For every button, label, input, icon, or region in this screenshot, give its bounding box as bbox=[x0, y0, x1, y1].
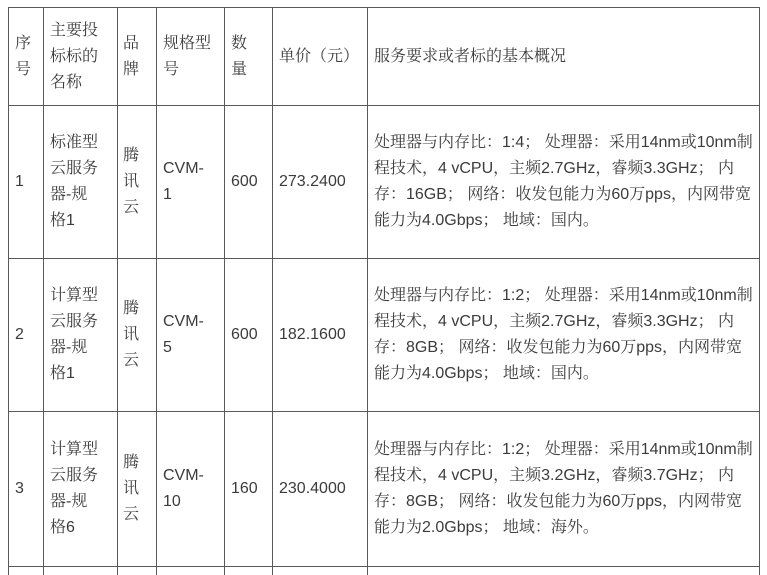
cell-name: 标准型云服务器-规格1 bbox=[44, 106, 118, 259]
cell-model: CVM-10 bbox=[157, 412, 225, 567]
cell-quantity bbox=[225, 567, 273, 575]
cell-description bbox=[368, 567, 760, 575]
column-header-index: 序号 bbox=[9, 8, 44, 106]
table-row bbox=[9, 259, 760, 412]
cell-brand: 腾讯云 bbox=[118, 259, 157, 412]
cell-index: 3 bbox=[9, 412, 44, 567]
table-body bbox=[9, 106, 760, 567]
cell-model: CVM-1 bbox=[157, 106, 225, 259]
cell-name: 计算型云服务器-规格6 bbox=[44, 412, 118, 567]
cell-quantity: 160 bbox=[225, 412, 273, 567]
cell-name: 计算型云服务器-规格1 bbox=[44, 259, 118, 412]
cell-model: CVM-5 bbox=[157, 259, 225, 412]
bid-items-table bbox=[8, 7, 760, 575]
cell-description: 处理器与内存比：1:2； 处理器：采用14nm或10nm制程技术，4 vCPU，主频3.2GHz，睿频3.7GHz； 内存：8GB； 网络：收发包能力为60万pps，内网带宽能力为2.0Gbps； 地域：海外。 bbox=[368, 412, 760, 567]
cell-index: 1 bbox=[9, 106, 44, 259]
table-row bbox=[9, 106, 760, 259]
column-header-unit-price: 单价（元） bbox=[273, 8, 368, 106]
column-header-name: 主要投标标的名称 bbox=[44, 8, 118, 106]
column-header-brand: 品牌 bbox=[118, 8, 157, 106]
cell-quantity: 600 bbox=[225, 106, 273, 259]
table-partial-body bbox=[9, 567, 760, 575]
cell-index: 2 bbox=[9, 259, 44, 412]
cell-quantity: 600 bbox=[225, 259, 273, 412]
cell-model bbox=[157, 567, 225, 575]
cell-unit-price: 273.2400 bbox=[273, 106, 368, 259]
cell-brand: 腾讯云 bbox=[118, 106, 157, 259]
column-header-model: 规格型号 bbox=[157, 8, 225, 106]
cell-unit-price: 230.4000 bbox=[273, 412, 368, 567]
cell-brand: 腾讯云 bbox=[118, 412, 157, 567]
cell-brand bbox=[118, 567, 157, 575]
column-header-quantity: 数量 bbox=[225, 8, 273, 106]
cell-name bbox=[44, 567, 118, 575]
cell-unit-price: 182.1600 bbox=[273, 259, 368, 412]
cell-description: 处理器与内存比：1:2； 处理器：采用14nm或10nm制程技术，4 vCPU，主频2.7GHz，睿频3.3GHz； 内存：8GB； 网络：收发包能力为60万pps，内网带宽能力为4.0Gbps； 地域：国内。 bbox=[368, 259, 760, 412]
column-header-description: 服务要求或者标的基本概况 bbox=[368, 8, 760, 106]
cut-off-row bbox=[9, 567, 760, 575]
cell-unit-price bbox=[273, 567, 368, 575]
cell-description: 处理器与内存比：1:4； 处理器：采用14nm或10nm制程技术，4 vCPU，主频2.7GHz，睿频3.3GHz； 内存：16GB； 网络：收发包能力为60万pps，内网带宽能力为4.0Gbps； 地域：国内。 bbox=[368, 106, 760, 259]
table-row bbox=[9, 412, 760, 567]
header-row bbox=[9, 8, 760, 106]
cell-index bbox=[9, 567, 44, 575]
